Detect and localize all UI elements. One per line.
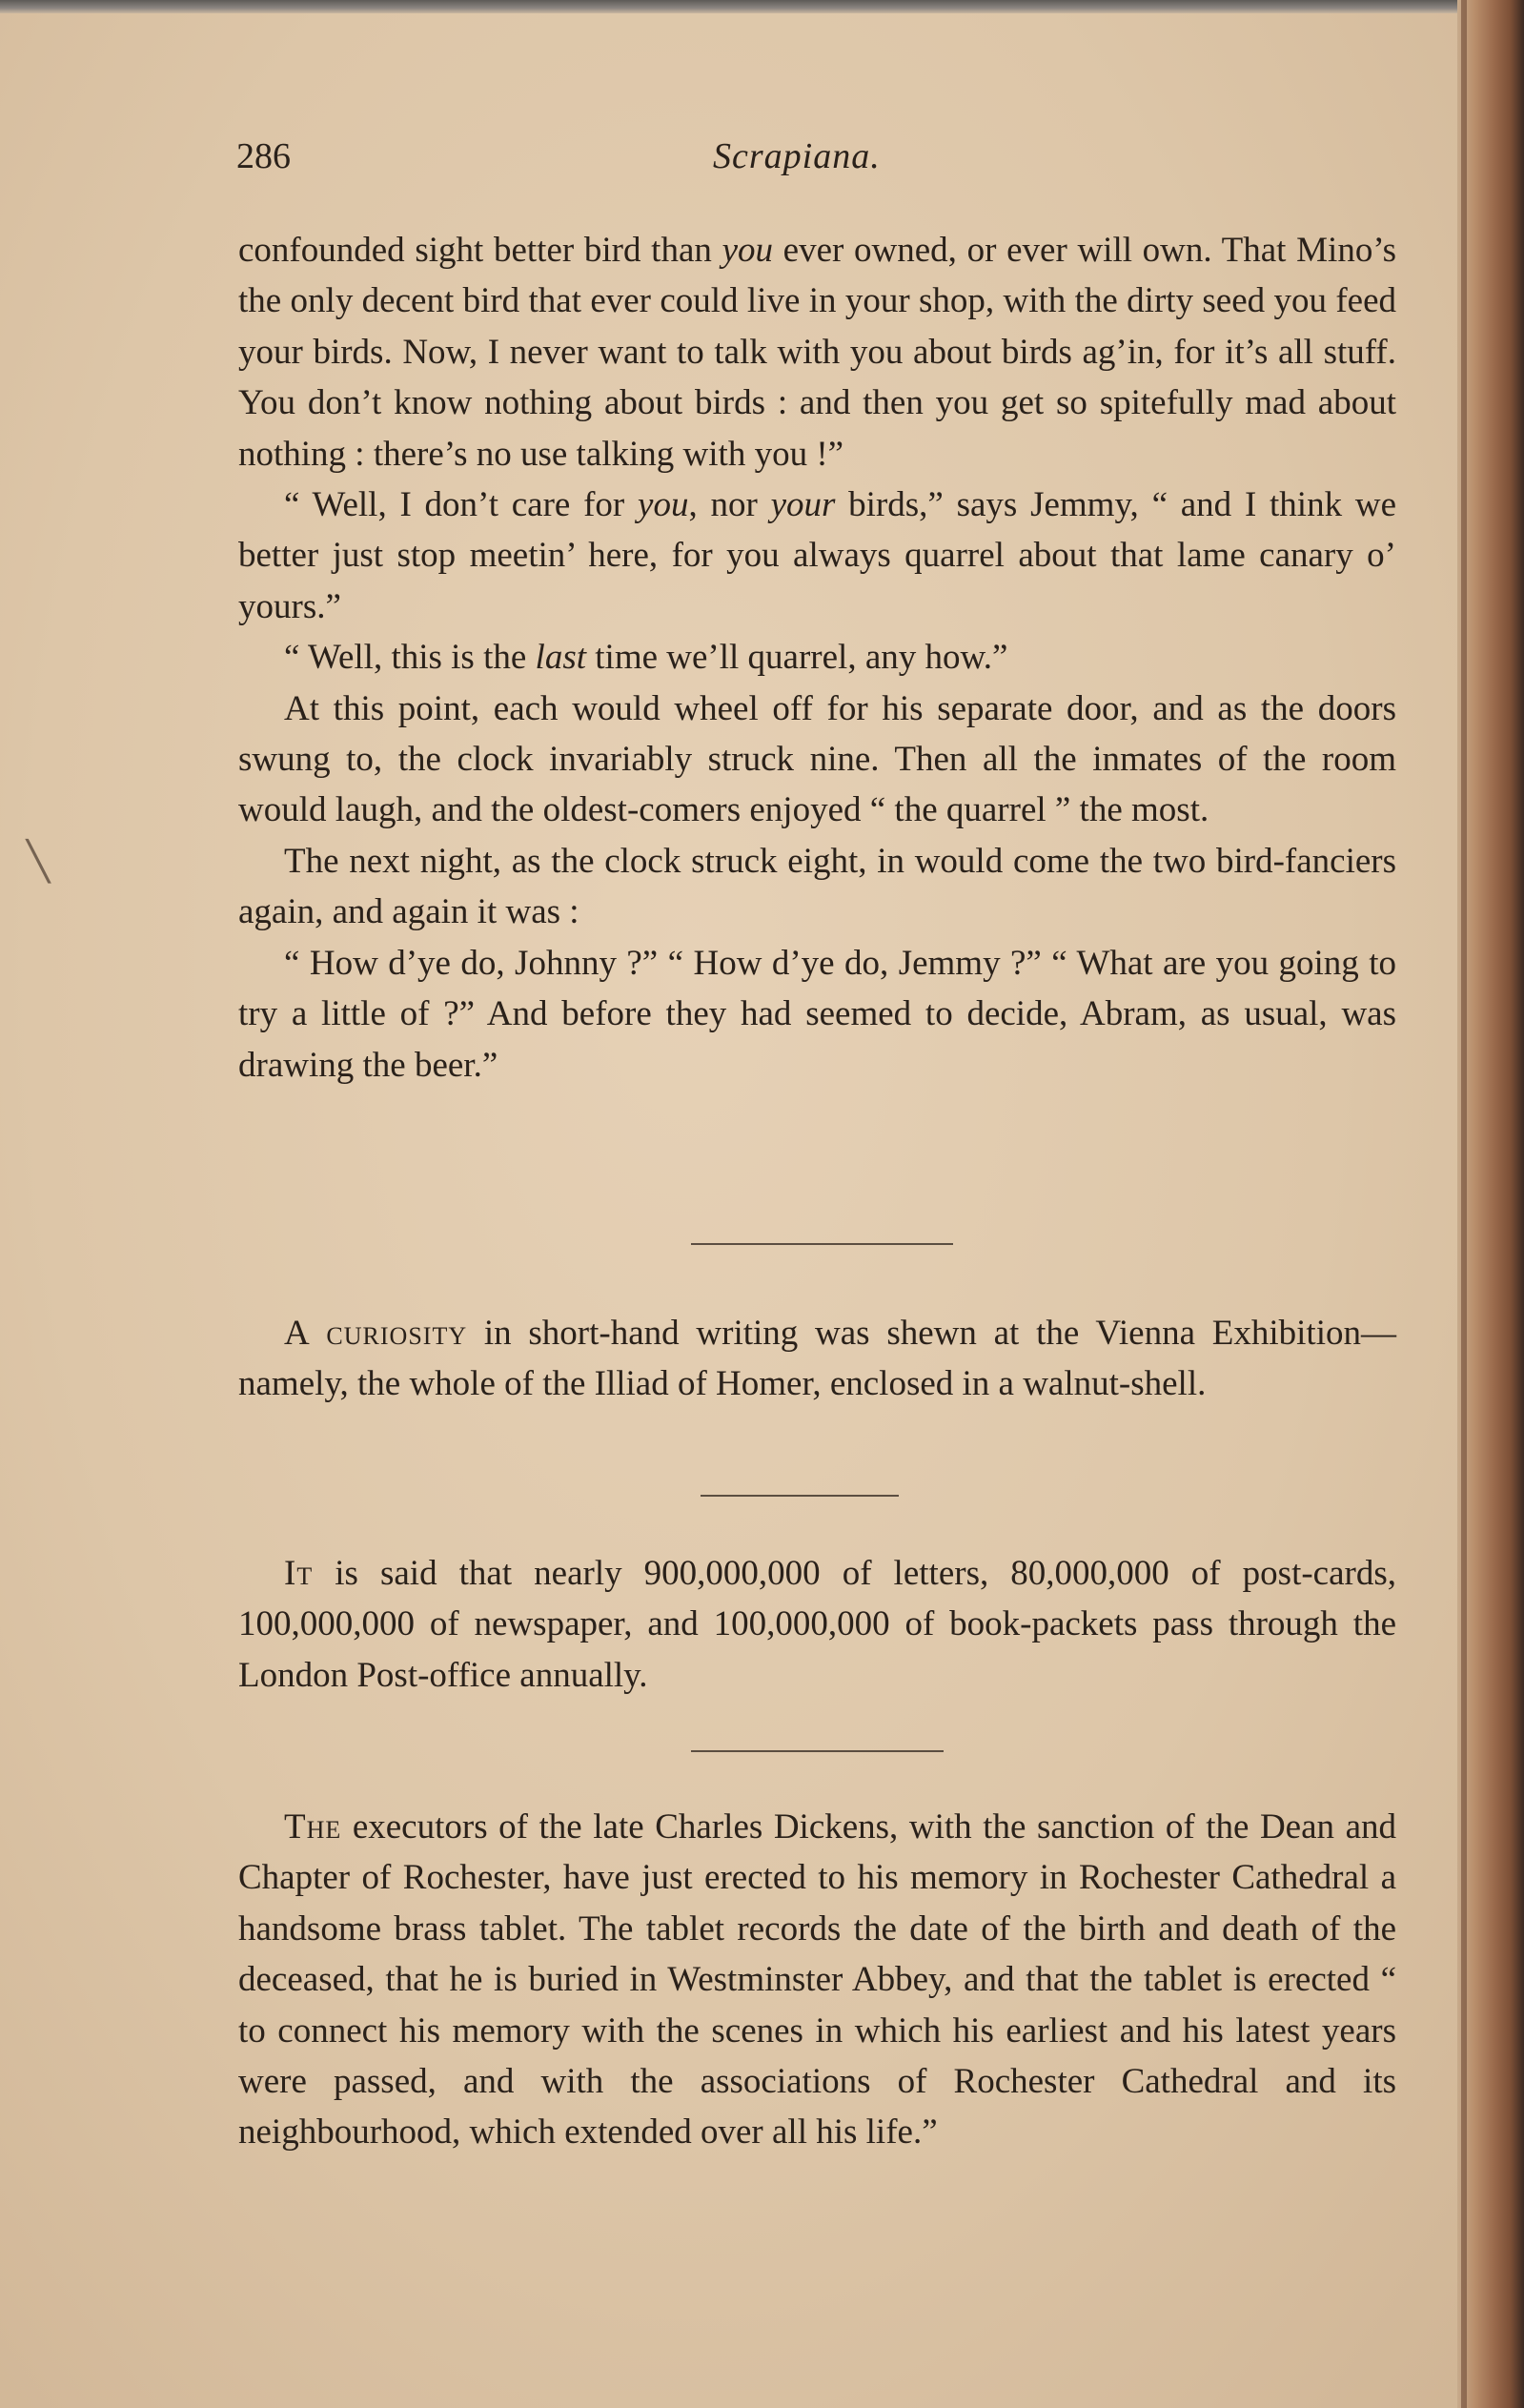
section-divider-1 [691, 1243, 953, 1245]
story-paragraph-4: At this point, each would wheel off for his separate door, and as the doors swung to, the clock invariably struck nine. Then all the inmates of the room would laugh, and the oldest-comers enjoyed “ the quarrel ” the most. [238, 688, 1396, 830]
spine-fold-line [1461, 0, 1467, 2408]
story-p1-text-b: ever owned, or ever will own. That Mino’s the only decent bird that ever could live in your shop, with the dirty seed you feed your birds. Now, I never want to talk with you about birds ag’in, for it’s all stuff. You don’t know nothing about birds : and then you get so spitefully mad about nothing : there’s no use talking with you !” [238, 231, 1397, 474]
running-title: Scrapiana. [713, 136, 881, 176]
curiosity-section [238, 1308, 1396, 1410]
dickens-section [238, 1802, 1396, 2158]
section-divider-3 [691, 1750, 944, 1752]
curiosity-lead-words: A curiosity [284, 1314, 468, 1353]
story-paragraph-1 [238, 225, 1396, 480]
book-spine [1457, 0, 1524, 2408]
post-office-section [238, 1548, 1396, 1701]
story-paragraph-3 [238, 632, 1396, 683]
dickens-text: executors of the late Charles Dickens, with the sanction of the Dean and Chapter of Rochester, have just erected to his memory in Rochester Cathedral a handsome brass tablet. The tablet records the date of the birth and death of the deceased, that he is buried in Westminster Abbey, and that the tablet is erected “ to connect his memory with the scenes in which his earliest and his latest years were passed, and with the associations of Rochester Cathedral and its neighbourhood, which extended over all his life.” [238, 1807, 1396, 2153]
story-section [238, 225, 1396, 1091]
margin-pencil-mark: ╲ [27, 840, 51, 883]
story-paragraph-6: “ How d’ye do, Johnny ?” “ How d’ye do, Jemmy ?” “ What are you going to try a little of ?” And before they had seemed to decide, Abram, as usual, was drawing the beer.” [238, 943, 1396, 1085]
story-p2-emphasis-2: your [770, 485, 836, 525]
story-paragraph-5: The next night, as the clock struck eight, in would come the two bird-fanciers again, and again it was : [238, 841, 1396, 932]
section-divider-2 [701, 1495, 899, 1497]
page-header [236, 135, 1399, 193]
post-office-paragraph [238, 1548, 1396, 1701]
story-p1-emphasis: you [721, 231, 773, 270]
dickens-lead-word: The [284, 1807, 342, 1847]
page-number: 286 [236, 136, 291, 176]
story-p2-text-a: “ Well, I don’t care for [284, 485, 639, 525]
story-p3-emphasis: last [535, 638, 587, 678]
story-p3-text-a: “ Well, this is the [284, 638, 536, 678]
story-p1-text-a: confounded sight better bird than [238, 231, 722, 270]
curiosity-text: in short-hand writing was shewn at the Vienna Exhibition—namely, the whole of the Illiad of Homer, enclosed in a walnut-shell. [238, 1314, 1396, 1404]
story-p2-text-c: birds,” says Jemmy, “ and I think we better just stop meetin’ here, for you always quarrel about that lame canary o’ yours.” [238, 485, 1396, 626]
top-edge-shadow [0, 0, 1524, 13]
curiosity-paragraph [238, 1308, 1396, 1410]
story-p2-text-b: , nor [688, 485, 771, 525]
dickens-paragraph [238, 1802, 1396, 2158]
post-office-lead-word: It [284, 1554, 314, 1593]
story-p2-emphasis-1: you [638, 485, 689, 525]
story-p3-text-b: time we’ll quarrel, any how.” [586, 638, 1008, 678]
post-office-text: is said that nearly 900,000,000 of letters, 80,000,000 of post-cards, 100,000,000 of newspaper, and 100,000,000 of book-packets pass through the London Post-office annually. [238, 1554, 1396, 1695]
story-paragraph-2 [238, 480, 1396, 632]
